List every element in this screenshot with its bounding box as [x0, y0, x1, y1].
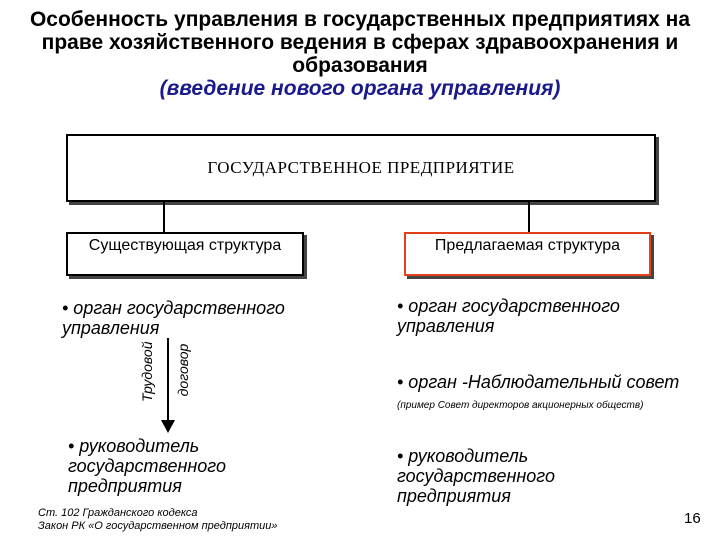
proposed-organ-text: • орган государственного управления: [397, 296, 620, 336]
title-main: Особенность управления в государственных предприятиях на праве хозяйственного ведения в сферах здравоохранения и образования: [29, 8, 691, 77]
board-note: (пример Совет директоров акционерных обществ): [397, 400, 644, 411]
state-enterprise-box: [66, 134, 656, 202]
title-subtitle: (введение нового органа управления): [159, 77, 561, 100]
law-ref-1: Ст. 102 Гражданского кодекса: [38, 507, 198, 519]
state-enterprise-label: ГОСУДАРСТВЕННОЕ ПРЕДПРИЯТИЕ: [207, 158, 515, 177]
existing-structure-label: Существующая структура: [88, 237, 282, 254]
existing-organ-text: • орган государственного управления: [62, 298, 285, 338]
contract-arrow-line: [167, 338, 169, 426]
proposed-structure-label: Предлагаемая структура: [434, 237, 621, 254]
proposed-structure-box: [404, 232, 651, 276]
slide-title: [20, 8, 700, 100]
connector-right: [528, 202, 530, 232]
existing-head-text: • руководитель государственного предприятия: [68, 436, 226, 496]
law-references: [38, 507, 278, 533]
contract-label-2: договор: [175, 343, 191, 397]
law-ref-2: Закон РК «О государственном предприятии»: [38, 520, 278, 532]
contract-label-1: Трудовой: [139, 341, 155, 402]
proposed-board-text: • орган -Наблюдательный совет (пример Совет директоров акционерных обществ): [397, 372, 680, 411]
contract-arrow-head: [161, 420, 175, 434]
connector-left: [163, 202, 165, 232]
existing-structure-box: [66, 232, 304, 276]
proposed-head-text: • руководитель государственного предприятия: [397, 446, 555, 506]
page-number: 16: [684, 510, 701, 527]
